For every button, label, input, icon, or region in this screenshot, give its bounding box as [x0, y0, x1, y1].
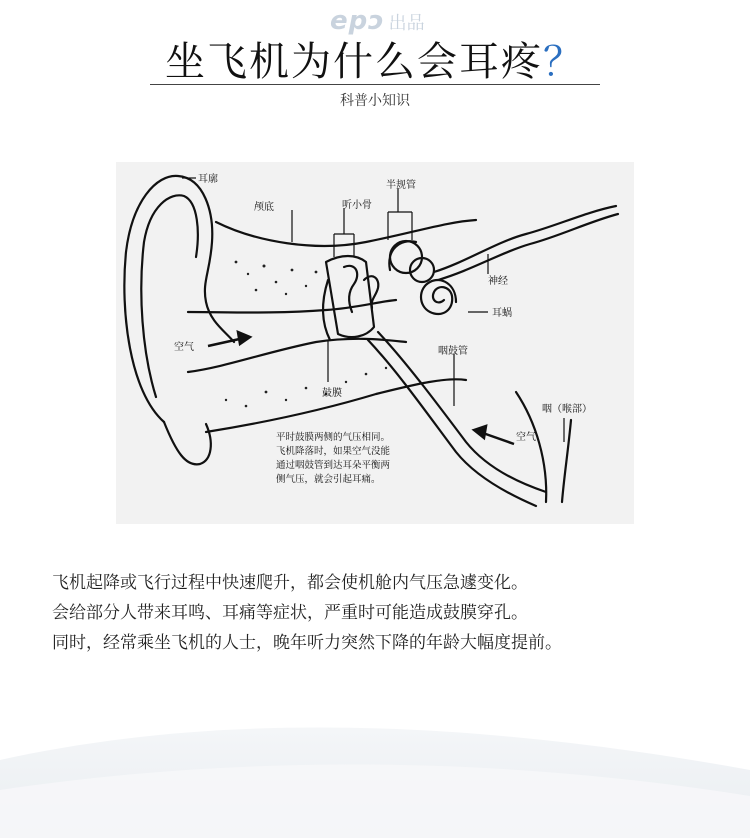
explanation-line-2: 会给部分人带来耳鸣、耳痛等症状，严重时可能造成鼓膜穿孔。	[52, 603, 528, 623]
ear-diagram-svg	[116, 162, 634, 524]
label-pharynx: 咽（喉部）	[542, 404, 592, 415]
nerve-bundle	[434, 206, 616, 272]
label-air-right: 空气	[516, 432, 536, 443]
cochlea-spiral	[421, 280, 456, 314]
explanation-line-1: 飞机起降或飞行过程中快速爬升，都会使机舱内气压急遽变化。	[52, 573, 528, 593]
label-nerve: 神经	[488, 276, 508, 287]
page-title-question-mark: ？	[543, 39, 585, 85]
label-auricle: 耳廓	[198, 174, 218, 185]
ear-anatomy-diagram	[116, 162, 634, 524]
note-line-4: 侧气压，就会引起耳痛。	[276, 474, 381, 485]
page-title-text: 坐飞机为什么会耳疼	[165, 39, 543, 85]
ear-lobe	[164, 422, 211, 464]
brand-suffix: 出品	[388, 13, 425, 34]
label-skull-base: 颅底	[254, 202, 274, 213]
page-subtitle: 科普小知识	[340, 93, 410, 109]
label-ossicles: 听小骨	[342, 200, 372, 211]
semicircular-canal-1	[390, 241, 422, 273]
label-eustachian: 咽鼓管	[438, 346, 468, 357]
title-divider	[150, 84, 600, 85]
label-cochlea: 耳蜗	[492, 308, 512, 319]
note-line-2: 飞机降落时，如果空气没能	[276, 446, 391, 457]
bottom-wave-decoration	[0, 700, 750, 838]
ear-canal-top	[188, 300, 396, 313]
label-semicircular: 半规管	[386, 180, 416, 191]
ossicle-hammer	[344, 266, 357, 312]
label-eardrum: 鼓膜	[322, 388, 342, 399]
skull-base	[216, 220, 476, 246]
note-line-3: 通过咽鼓管到达耳朵平衡两	[276, 460, 391, 471]
explanation-text	[52, 568, 712, 658]
explanation-line-3: 同时，经常乘坐飞机的人士，晚年听力突然下降的年龄大幅度提前。	[52, 633, 562, 653]
brand-logo: epɔ	[330, 6, 385, 36]
page-title	[0, 30, 750, 87]
note-line-1: 平时鼓膜两侧的气压相同。	[276, 432, 391, 443]
label-air-left: 空气	[174, 342, 194, 353]
auricle-inner	[141, 195, 198, 397]
